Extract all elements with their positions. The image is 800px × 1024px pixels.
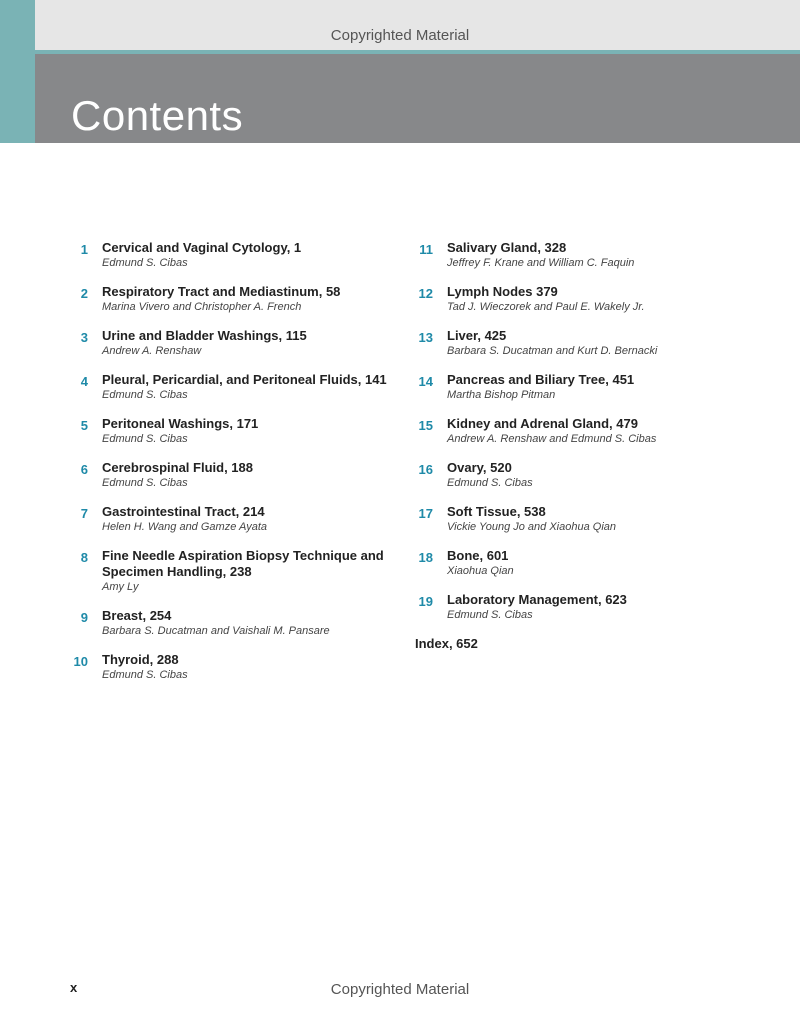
watermark-bottom: Copyrighted Material [330,981,470,998]
chapter-author: Xiaohua Qian [447,565,514,577]
chapter-title: Bone, 601 [447,548,509,563]
chapter-author: Edmund S. Cibas [102,389,188,401]
chapter-author: Martha Bishop Pitman [447,389,556,401]
chapter-title: Respiratory Tract and Mediastinum, 58 [102,284,341,299]
chapter-author: Barbara S. Ducatman and Kurt D. Bernacki [447,345,658,357]
chapter-number: 8 [80,550,88,565]
chapter-number: 5 [80,418,88,433]
chapter-title: Pancreas and Biliary Tree, 451 [447,372,635,387]
chapter-number: 7 [80,506,88,521]
chapter-author: Jeffrey F. Krane and William C. Faquin [447,257,635,269]
chapter-title: Peritoneal Washings, 171 [102,416,259,431]
chapter-author: Vickie Young Jo and Xiaohua Qian [447,521,617,533]
toc-entry[interactable] [70,504,400,535]
chapter-number: 3 [80,330,88,345]
toc-entry[interactable] [70,608,400,639]
toc-entry[interactable] [415,592,745,623]
chapter-title: Lymph Nodes 379 [447,284,558,299]
chapter-number: 1 [80,242,88,257]
side-accent-bar [0,0,35,143]
chapter-title: Fine Needle Aspiration Biopsy Technique and Specimen Handling, 238 [102,548,384,579]
toc-entry[interactable] [70,548,400,595]
index-entry[interactable]: Index, 652 [415,636,478,651]
chapter-number: 10 [73,654,88,669]
toc-entry[interactable] [70,284,400,315]
chapter-author: Andrew A. Renshaw [102,345,202,357]
toc-entry[interactable] [70,372,400,403]
chapter-title: Salivary Gland, 328 [447,240,567,255]
chapter-title: Urine and Bladder Washings, 115 [102,328,307,343]
toc-right-column [415,240,745,652]
chapter-author: Tad J. Wieczorek and Paul E. Wakely Jr. [447,301,645,313]
chapter-number: 2 [80,286,88,301]
chapter-number: 14 [418,374,433,389]
toc-entry[interactable] [70,652,400,683]
chapter-number: 15 [418,418,433,433]
chapter-author: Helen H. Wang and Gamze Ayata [102,521,267,533]
chapter-number: 16 [418,462,433,477]
toc-entry[interactable] [415,240,745,271]
chapter-author: Edmund S. Cibas [447,609,533,621]
toc-entry[interactable] [70,460,400,491]
chapter-number: 4 [80,374,88,389]
toc-entry[interactable] [415,504,745,535]
chapter-author: Edmund S. Cibas [102,669,188,681]
toc-entry[interactable] [415,548,745,579]
chapter-title: Laboratory Management, 623 [447,592,627,607]
chapter-number: 12 [418,286,433,301]
toc-entry[interactable] [415,284,745,315]
chapter-number: 13 [418,330,433,345]
chapter-number: 18 [418,550,433,565]
toc-entry[interactable] [70,240,400,271]
chapter-author: Edmund S. Cibas [102,257,188,269]
chapter-number: 19 [418,594,433,609]
chapter-author: Edmund S. Cibas [447,477,533,489]
chapter-author: Amy Ly [102,581,139,593]
page-title: Contents [71,92,244,140]
chapter-title: Kidney and Adrenal Gland, 479 [447,416,638,431]
chapter-title: Liver, 425 [447,328,507,343]
toc-entry[interactable] [415,328,745,359]
toc-entry[interactable] [70,416,400,447]
toc-entry[interactable] [70,328,400,359]
toc-entry[interactable] [415,460,745,491]
chapter-number: 9 [80,610,88,625]
chapter-title: Ovary, 520 [447,460,512,475]
chapter-author: Marina Vivero and Christopher A. French [102,301,302,313]
chapter-author: Barbara S. Ducatman and Vaishali M. Pansare [102,625,330,637]
toc-entry[interactable] [415,416,745,447]
toc-entry[interactable] [415,372,745,403]
chapter-title: Soft Tissue, 538 [447,504,546,519]
chapter-title: Thyroid, 288 [102,652,179,667]
chapter-author: Edmund S. Cibas [102,477,188,489]
chapter-title: Cerebrospinal Fluid, 188 [102,460,253,475]
chapter-number: 17 [418,506,433,521]
chapter-number: 6 [80,462,88,477]
chapter-author: Andrew A. Renshaw and Edmund S. Cibas [447,433,657,445]
chapter-author: Edmund S. Cibas [102,433,188,445]
toc-left-column [70,240,400,696]
watermark-top: Copyrighted Material [330,27,470,44]
chapter-title: Breast, 254 [102,608,172,623]
chapter-title: Cervical and Vaginal Cytology, 1 [102,240,302,255]
chapter-title: Pleural, Pericardial, and Peritoneal Fluids, 141 [102,372,387,387]
page-folio: x [70,980,78,995]
chapter-title: Gastrointestinal Tract, 214 [102,504,265,519]
chapter-number: 11 [419,242,433,257]
